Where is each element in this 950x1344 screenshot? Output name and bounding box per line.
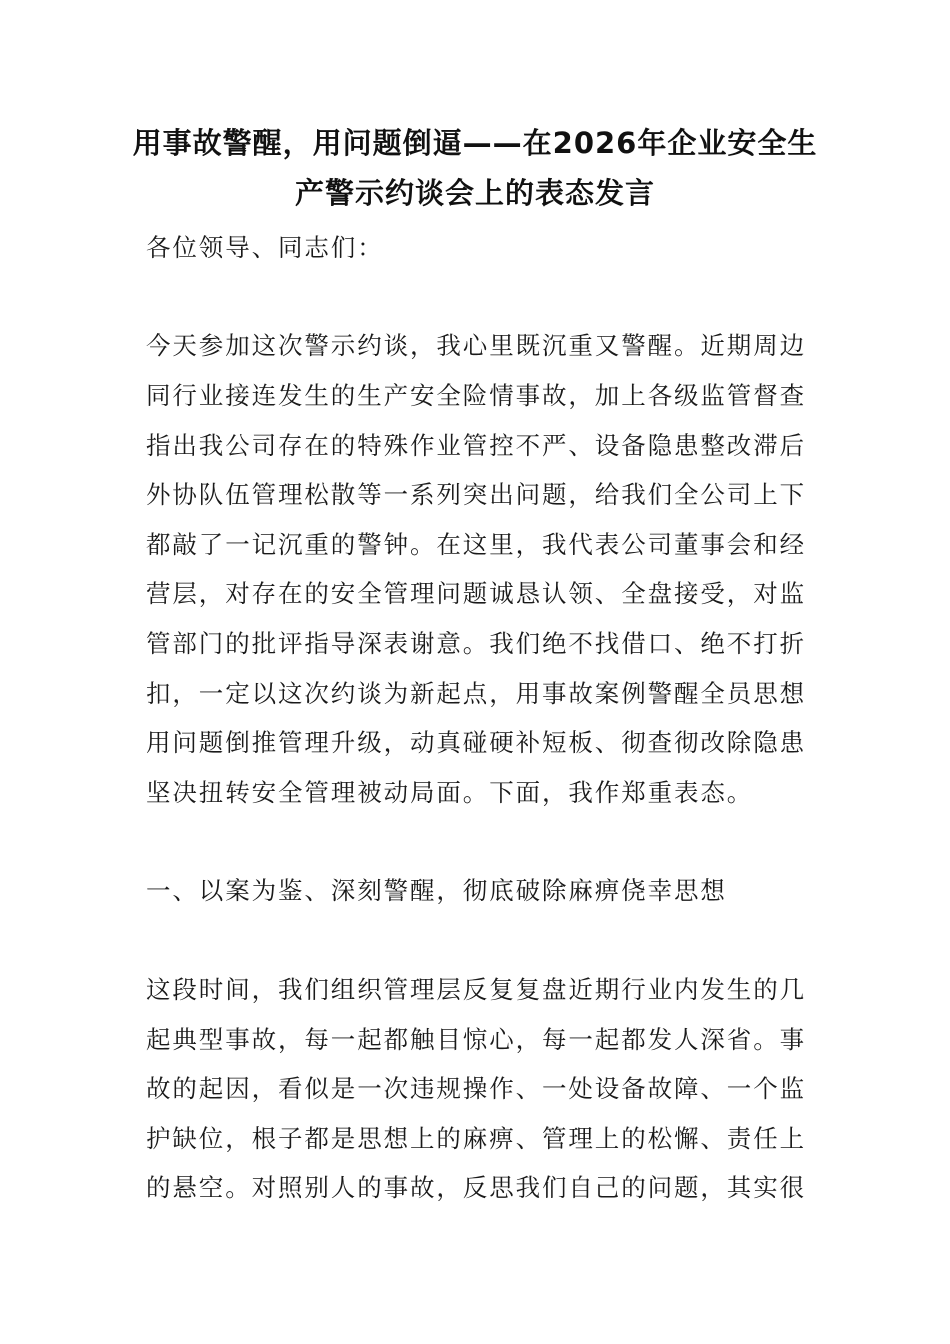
paragraph-line: 的悬空。对照别人的事故，反思我们自己的问题，其实很 xyxy=(146,1173,806,1202)
paragraph-line: 故的起因，看似是一次违规操作、一处设备故障、一个监 xyxy=(146,1074,806,1103)
paragraph-line: 起典型事故，每一起都触目惊心，每一起都发人深省。事 xyxy=(146,1025,806,1054)
paragraph-line: 今天参加这次警示约谈，我心里既沉重又警醒。近期周边 xyxy=(146,331,806,360)
paragraph-line: 都敲了一记沉重的警钟。在这里，我代表公司董事会和经 xyxy=(146,530,806,559)
section-heading-1: 一、以案为鉴、深刻警醒，彻底破除麻痹侥幸思想 xyxy=(146,876,727,905)
paragraph-line: 营层，对存在的安全管理问题诚恳认领、全盘接受，对监 xyxy=(146,579,806,608)
salutation: 各位领导、同志们： xyxy=(146,233,384,262)
document-title-line-1: 用事故警醒，用问题倒逼——在2026年企业安全生 xyxy=(132,126,818,160)
paragraph-line: 坚决扭转安全管理被动局面。下面，我作郑重表态。 xyxy=(146,778,754,807)
paragraph-line: 管部门的批评指导深表谢意。我们绝不找借口、绝不打折 xyxy=(146,629,806,658)
paragraph-line: 这段时间，我们组织管理层反复复盘近期行业内发生的几 xyxy=(146,975,806,1004)
paragraph-line: 用问题倒推管理升级，动真碰硬补短板、彻查彻改除隐患 xyxy=(146,728,806,757)
paragraph-line: 外协队伍管理松散等一系列突出问题，给我们全公司上下 xyxy=(146,480,806,509)
paragraph-line: 同行业接连发生的生产安全险情事故，加上各级监管督查 xyxy=(146,381,806,410)
paragraph-line: 扣，一定以这次约谈为新起点，用事故案例警醒全员思想 xyxy=(146,679,806,708)
paragraph-line: 指出我公司存在的特殊作业管控不严、设备隐患整改滞后 xyxy=(146,431,806,460)
document-title-line-2: 产警示约谈会上的表态发言 xyxy=(294,176,655,210)
paragraph-line: 护缺位，根子都是思想上的麻痹、管理上的松懈、责任上 xyxy=(146,1124,806,1153)
